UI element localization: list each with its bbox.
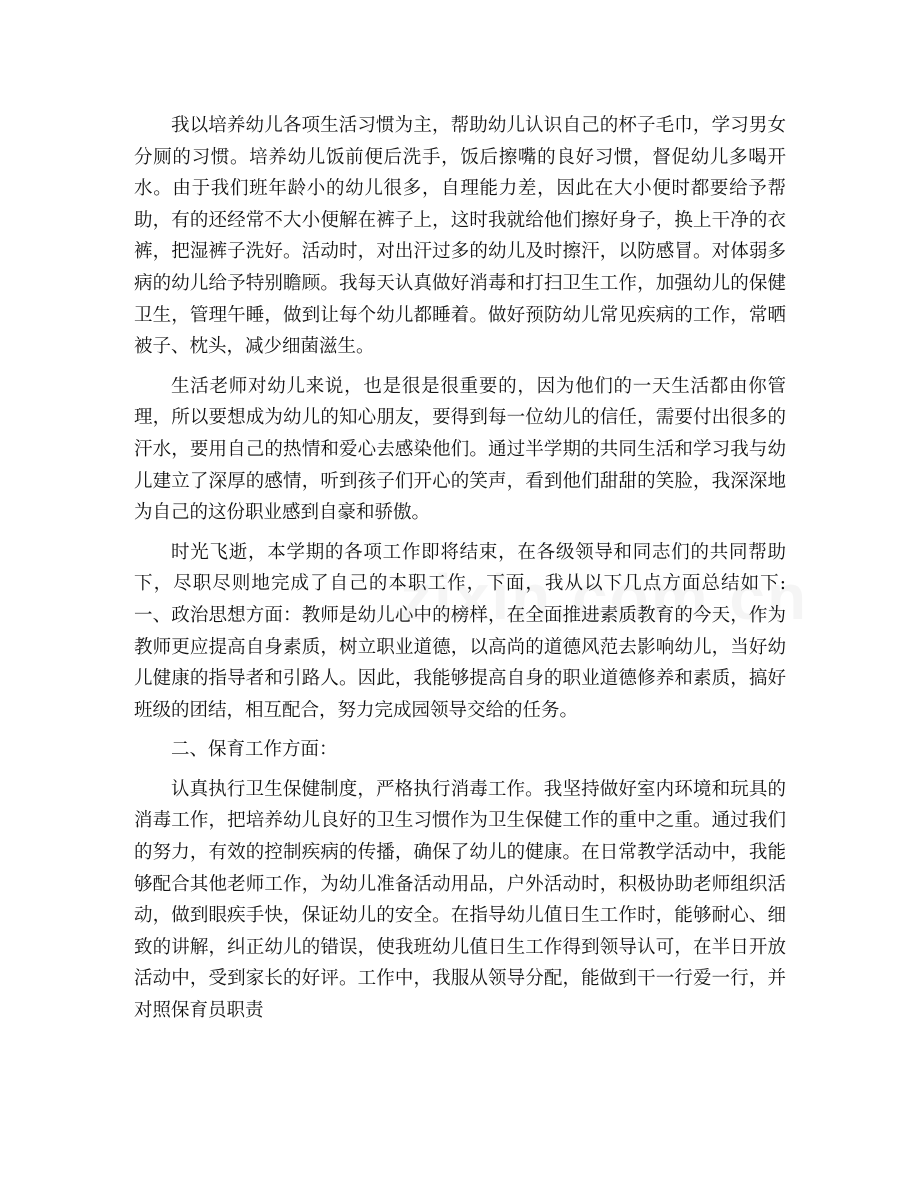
document-body	[134, 110, 786, 1035]
section-heading: 二、保育工作方面：	[171, 739, 338, 761]
paragraph-1: 我以培养幼儿各项生活习惯为主，帮助幼儿认识自己的杯子毛巾，学习男女分厕的习惯。培养幼儿饭前便后洗手，饭后擦嘴的良好习惯，督促幼儿多喝开水。由于我们班年龄小的幼儿很多，自理能力差，因此在大小便时都要给予帮助，有的还经常不大小便解在裤子上，这时我就给他们擦好身子，换上干净的衣裤，把湿裤子洗好。活动时，对出汗过多的幼儿及时擦汗，以防感冒。对体弱多病的幼儿给予特别瞻顾。我每天认真做好消毒和打扫卫生工作，加强幼儿的保健卫生，管理午睡，做到让每个幼儿都睡着。做好预防幼儿常见疾病的工作，常晒被子、枕头，减少细菌滋生。	[134, 115, 786, 358]
paragraph-4: 认真执行卫生保健制度，严格执行消毒工作。我坚持做好室内环境和玩具的消毒工作，把培养幼儿良好的卫生习惯作为卫生保健工作的重中之重。通过我们的努力，有效的控制疾病的传播，确保了幼儿的健康。在日常教学活动中，我能够配合其他老师工作，为幼儿准备活动用品，户外活动时，积极协助老师组织活动，做到眼疾手快，保证幼儿的安全。在指导幼儿值日生工作时，能够耐心、细致的讲解，纠正幼儿的错误，使我班幼儿值日生工作得到领导认可，在半日开放活动中，受到家长的好评。工作中，我服从领导分配，能做到干一行爱一行，并对照保育员职责	[134, 778, 786, 1022]
paragraph-3: 时光飞逝，本学期的各项工作即将结束，在各级领导和同志们的共同帮助下，尽职尽则地完成了自己的本职工作，下面，我从以下几点方面总结如下:一、政治思想方面：教师是幼儿心中的榜样，在全面推进素质教育的今天，作为教师更应提高自身素质，树立职业道德，以高尚的道德风范去影响幼儿，当好幼儿健康的指导者和引路人。因此，我能够提高自身的职业道德修养和素质，搞好班级的团结，相互配合，努力完成园领导交给的任务。	[134, 541, 786, 721]
paragraph-2: 生活老师对幼儿来说，也是很是很重要的，因为他们的一天生活都由你管理，所以要想成为幼儿的知心朋友，要得到每一位幼儿的信任，需要付出很多的汗水，要用自己的热情和爱心去感染他们。通过半学期的共同生活和学习我与幼儿建立了深厚的感情，听到孩子们开心的笑声，看到他们甜甜的笑脸，我深深地为自己的这份职业感到自豪和骄傲。	[134, 375, 786, 524]
